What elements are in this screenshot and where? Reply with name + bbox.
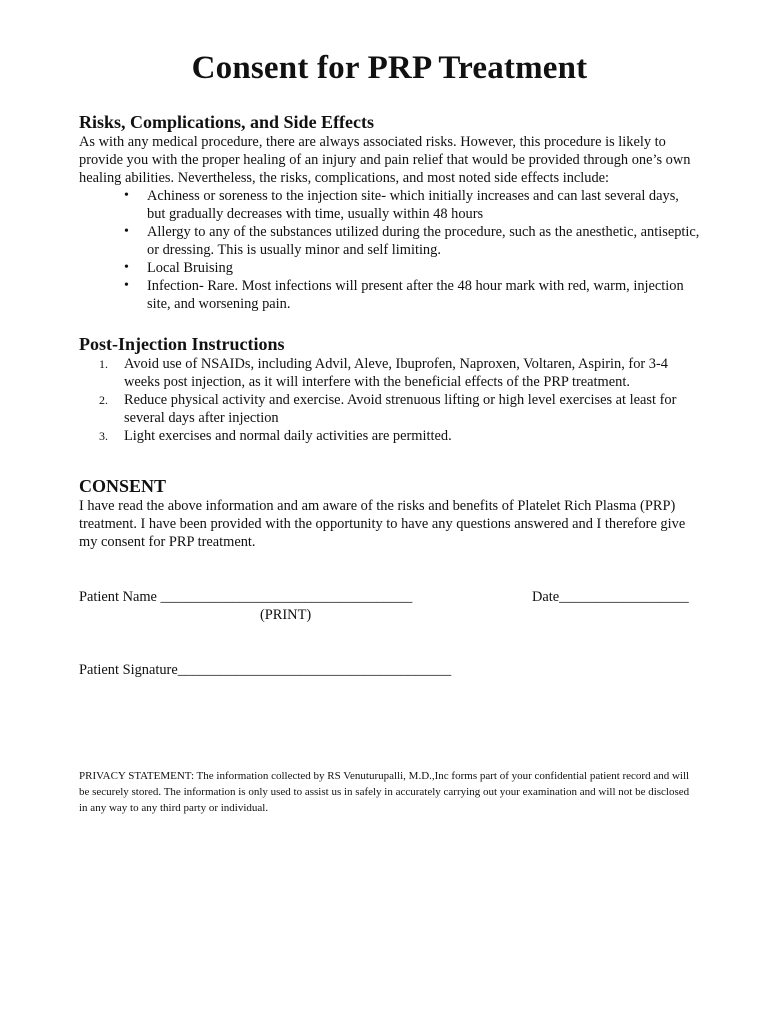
consent-text: I have read the above information and am aware of the risks and benefits of Platelet Rich Plasma (PRP) treatment. I have been provided with the opportunity to have any questions answered and I therefore give my consent for PRP treatment. — [79, 498, 686, 550]
instruction-item — [99, 427, 700, 445]
instruction-text: Avoid use of NSAIDs, including Advil, Aleve, Ibuprofen, Naproxen, Voltaren, Aspirin, for 3-4 weeks post injection, as it will interfere with the beneficial effects of the PRP treatment. — [124, 356, 668, 390]
instruction-text: Reduce physical activity and exercise. Avoid strenuous lifting or high level exercises at least for several days after injection — [124, 392, 677, 426]
risk-item-achiness: • Achiness or soreness to the injection site- which initially increases and can last several days, but gradually decreases with time, usually within 48 hours — [147, 187, 700, 223]
consent-section — [79, 475, 700, 679]
instruction-number: 1. — [99, 357, 108, 371]
patient-signature-field[interactable]: Patient Signature______________________________________ — [79, 662, 452, 678]
instruction-item — [99, 355, 700, 391]
document-title: Consent for PRP Treatment — [191, 50, 588, 86]
privacy-statement: PRIVACY STATEMENT: The information collected by RS Venuturupalli, M.D.,Inc forms part of your confidential patient record and will be securely stored. The information is only used to assist us in safely in accurately carrying out your examination and will not be disclosed in any way to any third party or individual. — [79, 770, 690, 814]
risk-item-infection: • Infection- Rare. Most infections will present after the 48 hour mark with red, warm, injection site, and worsening pain. — [147, 277, 700, 313]
instruction-text: Light exercises and normal daily activities are permitted. — [124, 428, 452, 444]
risk-item-allergy: • Allergy to any of the substances utilized during the procedure, such as the anesthetic, antiseptic, or dressing. This is usually minor and self limiting. — [147, 223, 700, 259]
risks-list — [79, 187, 700, 313]
patient-name-row — [79, 588, 700, 606]
post-injection-heading: Post-Injection Instructions — [79, 334, 285, 354]
risks-section — [79, 111, 700, 313]
date-field[interactable]: Date__________________ — [532, 589, 689, 605]
instruction-number: 2. — [99, 393, 108, 407]
risk-item-bruising: • Local Bruising — [147, 259, 700, 277]
risks-heading: Risks, Complications, and Side Effects — [79, 112, 375, 132]
instruction-number: 3. — [99, 429, 108, 443]
patient-name-field[interactable]: Patient Name ___________________________________ — [79, 589, 413, 605]
print-hint: (PRINT) — [260, 607, 312, 623]
post-injection-section — [79, 333, 700, 445]
post-injection-list — [79, 355, 700, 445]
consent-heading: CONSENT — [79, 476, 167, 496]
risks-intro: As with any medical procedure, there are always associated risks. However, this procedure is likely to provide you with the proper healing of an injury and pain relief that would be provided through one’s own healing abilities. Nevertheless, the risks, complications, and most noted side effects include: — [79, 134, 691, 186]
instruction-item — [99, 391, 700, 427]
